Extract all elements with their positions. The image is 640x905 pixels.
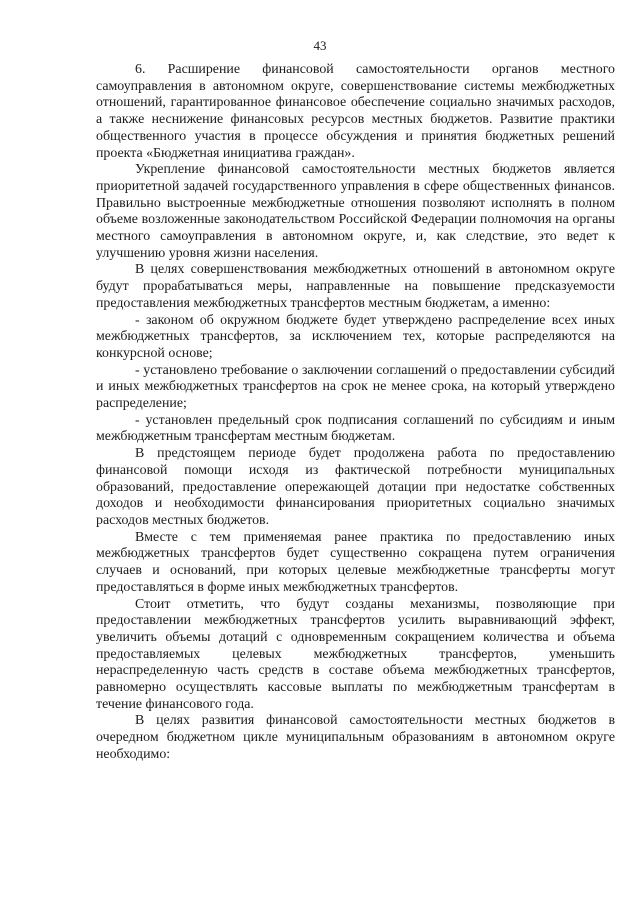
paragraph-next-cycle: В целях развития финансовой самостоятельности местных бюджетов в очередном бюджетном цикле муниципальным образованиям в автономном округе необходимо: [96,713,615,762]
paragraph-strengthening: Укрепление финансовой самостоятельности местных бюджетов является приоритетной задачей государственного управления в сфере общественных финансов. Правильно выстроенные межбюджетные отношения позволяют исполнять в полном объеме возложенные законодательством Российской Федерации полномочия на органы местного самоуправления в автономном округе, и, как следствие, это ведет к улучшению уровня жизни населения. [96,162,615,261]
paragraph-financial-aid: В предстоящем периоде будет продолжена работа по предоставлению финансовой помощи исходя из фактической потребности муниципальных образований, предоставление опережающей дотации при недостатке собственных доходов и необходимости финансирования приоритетных социально значимых расходов местных бюджетов. [96,446,615,528]
paragraph-mechanisms: Стоит отметить, что будут созданы механизмы, позволяющие при предоставлении межбюджетных трансфертов усилить выравнивающий эффект, увеличить объемы дотаций с одновременным сокращением количества и объема предоставляемых целевых межбюджетных трансфертов, уменьшить нераспределенную часть средств в составе объема межбюджетных трансфертов, равномерно осуществлять кассовые выплаты по межбюджетным трансфертам в течение финансового года. [96,596,615,712]
paragraph-goal-6: 6. Расширение финансовой самостоятельности органов местного самоуправления в автономном округе, совершенствование системы межбюджетных отношений, гарантированное финансовое обеспечение социально значимых расходов, а также неснижение финансовых ресурсов местных бюджетов. Развитие практики общественного участия в процессе обсуждения и принятия бюджетных решений проекта «Бюджетная инициатива граждан». [96,62,615,161]
page-number: 43 [313,38,327,53]
document-body [96,62,615,764]
list-item-signing-deadline: - установлен предельный срок подписания соглашений по субсидиям и иным межбюджетным трансфертам местным бюджетам. [96,412,615,445]
paragraph-transfer-practice: Вместе с тем применяемая ранее практика по предоставлению иных межбюджетных трансфертов будет существенно сокращена путем ограничения случаев и оснований, при которых целевые межбюджетные трансферты могут предоставляться в форме иных межбюджетных трансфертов. [96,529,615,595]
list-item-distribution: - законом об окружном бюджете будет утверждено распределение всех иных межбюджетных трансфертов, за исключением тех, которые распределяются на конкурсной основе; [96,312,615,361]
paragraph-improvement-measures: В целях совершенствования межбюджетных отношений в автономном округе будут прорабатываться меры, направленные на повышение предсказуемости предоставления межбюджетных трансфертов местным бюджетам, а именно: [96,262,615,311]
list-item-agreements: - установлено требование о заключении соглашений о предоставлении субсидий и иных межбюджетных трансфертов на срок не менее срока, на который утверждено распределение; [96,362,615,412]
